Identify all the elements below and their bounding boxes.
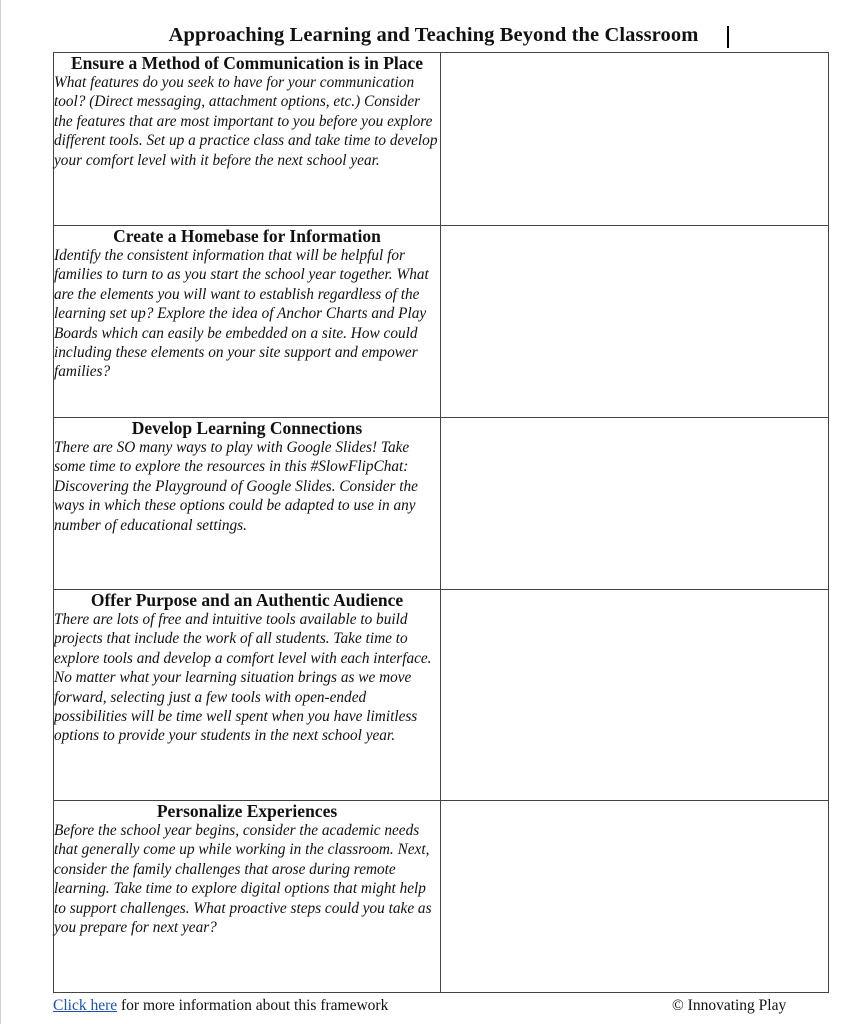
- row-description: There are lots of free and intuitive tools available to build projects that include the work of all students. Take time to explore tools and develop a comfort level with each interface. No matter what your learning situation brings as we move forward, selecting just a few tools with open-ended possibilities will be time well spent when you have limitless options to provide your students in the next school year.: [54, 611, 432, 745]
- notes-cell[interactable]: [441, 226, 829, 418]
- footer-info: [53, 997, 388, 1015]
- table-row: [54, 590, 829, 801]
- footer-link-suffix: for more information about this framework: [117, 997, 389, 1014]
- notes-cell[interactable]: [441, 418, 829, 590]
- row-description: What features do you seek to have for your communication tool? (Direct messaging, attachment options, etc.) Consider the features that are most important to you before you explore different tools. Set up a practice class and take time to develop your comfort level with it before the next school year.: [54, 74, 438, 169]
- document-title: Approaching Learning and Teaching Beyond the Classroom: [168, 24, 699, 46]
- notes-cell[interactable]: [441, 801, 829, 993]
- table-row: [54, 801, 829, 993]
- row-content-cell: [54, 418, 441, 590]
- notes-cell[interactable]: [441, 53, 829, 226]
- table-row: [54, 226, 829, 418]
- text-cursor: [727, 26, 729, 48]
- row-heading: Develop Learning Connections: [131, 418, 363, 438]
- row-content-cell: [54, 590, 441, 801]
- row-heading: Create a Homebase for Information: [113, 226, 381, 246]
- row-heading: Offer Purpose and an Authentic Audience: [90, 590, 404, 610]
- row-content-cell: [54, 53, 441, 226]
- row-content-cell: [54, 801, 441, 993]
- row-description: There are SO many ways to play with Google Slides! Take some time to explore the resources in this #SlowFlipChat: Discovering the Playground of Google Slides. Consider the ways in which these options could be adapted to use in any number of educational settings.: [54, 439, 418, 534]
- table-row: [54, 53, 829, 226]
- row-content-cell: [54, 226, 441, 418]
- row-description: Identify the consistent information that will be helpful for families to turn to as you start the school year together. What are the elements you will want to establish regardless of the learning set up? Explore the idea of Anchor Charts and Play Boards which can easily be embedded on a site. How could including these elements on your site support and empower families?: [54, 247, 429, 381]
- table-row: [54, 418, 829, 590]
- row-description: Before the school year begins, consider the academic needs that generally come up while working in the classroom. Next, consider the family challenges that arose during remote learning. Take time to explore digital options that might help to support challenges. What proactive steps could you take as you prepare for next year?: [54, 822, 432, 937]
- copyright-text: © Innovating Play: [672, 997, 787, 1014]
- notes-cell[interactable]: [441, 590, 829, 801]
- row-heading: Personalize Experiences: [156, 801, 338, 821]
- page-left-edge: [0, 0, 1, 1024]
- framework-table: [53, 52, 829, 993]
- row-heading: Ensure a Method of Communication is in Place: [70, 53, 424, 73]
- click-here-link[interactable]: Click here: [53, 997, 118, 1014]
